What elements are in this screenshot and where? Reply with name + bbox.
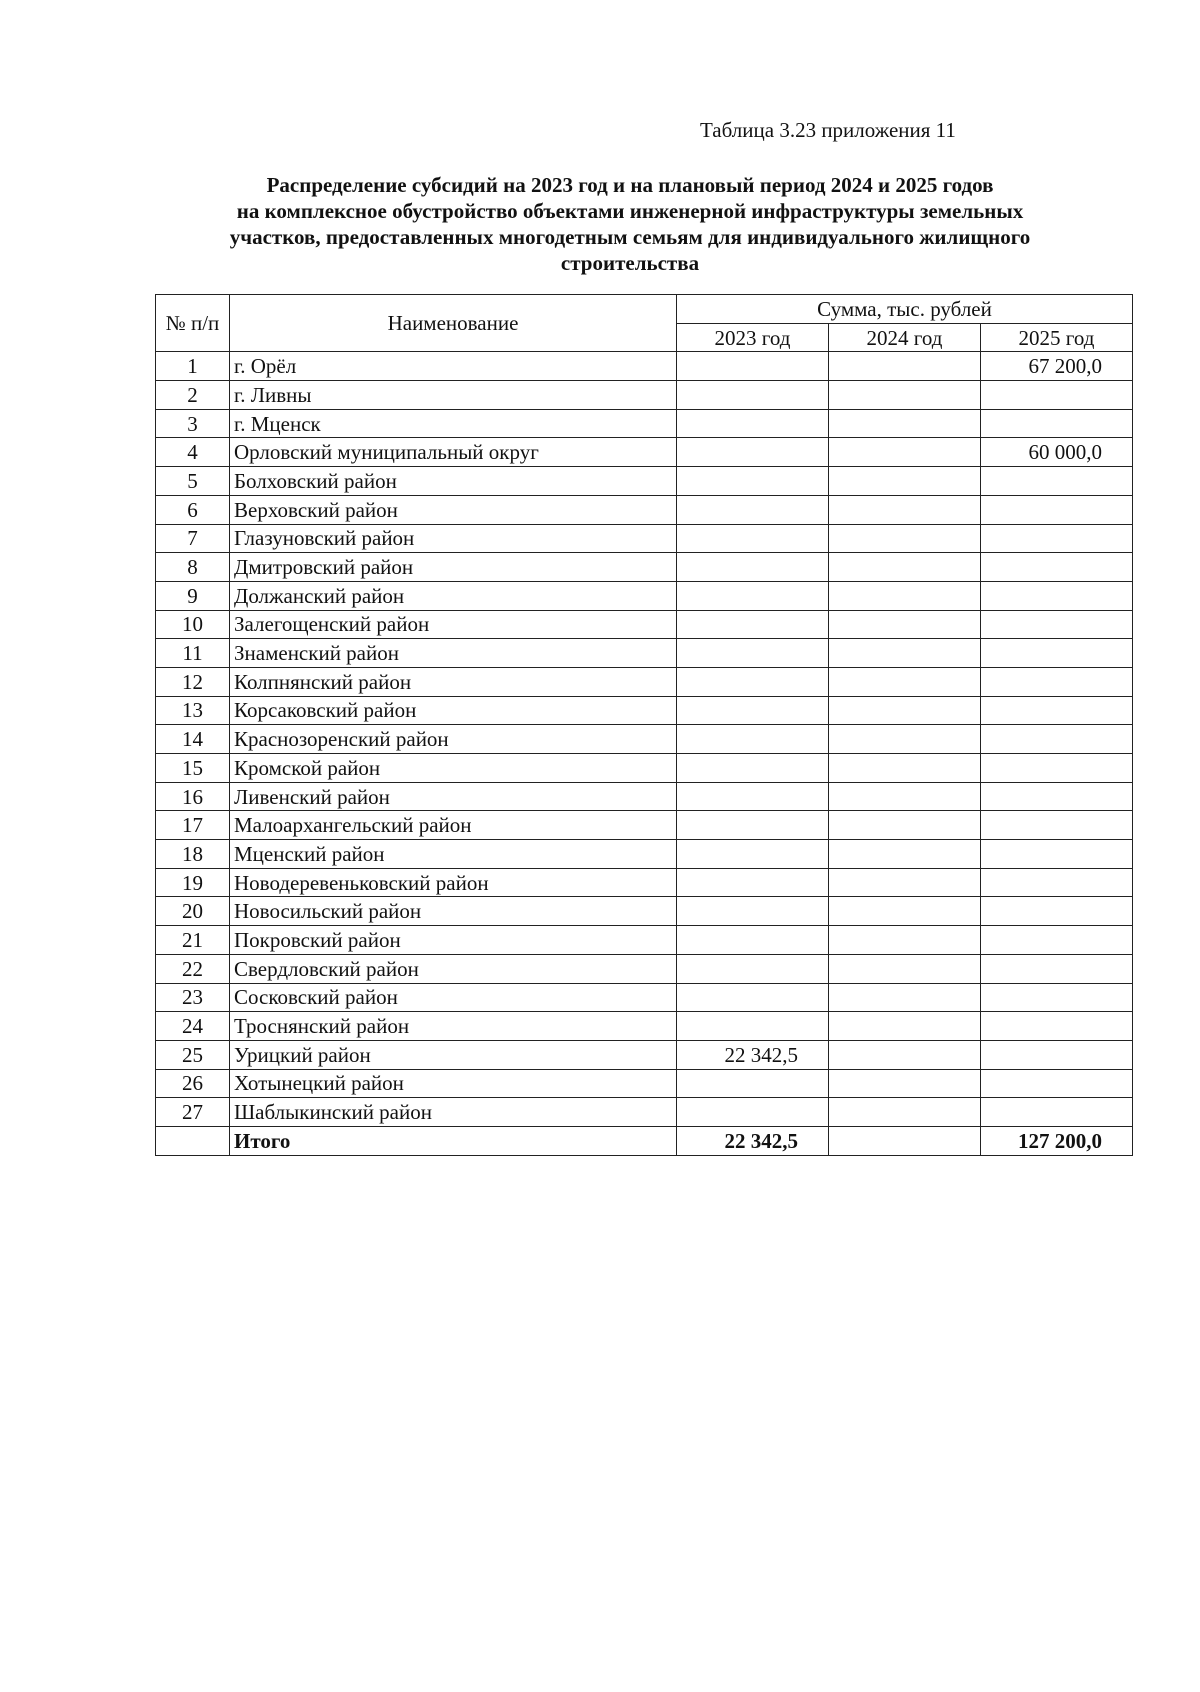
row-name: Урицкий район [230, 1040, 677, 1069]
value-2024 [829, 897, 981, 926]
value-2025 [981, 926, 1133, 955]
row-name: Орловский муниципальный округ [230, 438, 677, 467]
row-name: Малоархангельский район [230, 811, 677, 840]
value-2025 [981, 495, 1133, 524]
table-row [156, 1098, 1133, 1127]
table-row [156, 495, 1133, 524]
value-2023 [677, 581, 829, 610]
value-2024 [829, 495, 981, 524]
row-name: Верховский район [230, 495, 677, 524]
value-2025 [981, 954, 1133, 983]
row-number: 22 [156, 954, 230, 983]
value-2025 [981, 754, 1133, 783]
value-2024 [829, 696, 981, 725]
value-2023 [677, 983, 829, 1012]
value-2025 [981, 524, 1133, 553]
table-body [156, 352, 1133, 1155]
table-row [156, 409, 1133, 438]
total-2025: 127 200,0 [981, 1126, 1133, 1155]
value-2025 [981, 610, 1133, 639]
row-name: Кромской район [230, 754, 677, 783]
row-number: 2 [156, 381, 230, 410]
row-number: 13 [156, 696, 230, 725]
total-row [156, 1126, 1133, 1155]
subsidy-table [155, 294, 1133, 1156]
row-name: Залегощенский район [230, 610, 677, 639]
row-number: 9 [156, 581, 230, 610]
title-line: строительства [560, 251, 700, 275]
value-2025 [981, 840, 1133, 869]
table-row [156, 581, 1133, 610]
value-2023 [677, 926, 829, 955]
value-2023 [677, 1012, 829, 1041]
total-2023: 22 342,5 [677, 1126, 829, 1155]
value-2025 [981, 553, 1133, 582]
row-number: 5 [156, 467, 230, 496]
value-2025: 67 200,0 [981, 352, 1133, 381]
value-2024 [829, 610, 981, 639]
value-2024 [829, 1012, 981, 1041]
value-2023 [677, 1069, 829, 1098]
value-2024 [829, 352, 981, 381]
value-2025 [981, 696, 1133, 725]
header-year: 2023 год [677, 323, 829, 352]
table-row [156, 1069, 1133, 1098]
value-2023 [677, 524, 829, 553]
table-row [156, 983, 1133, 1012]
value-2023 [677, 639, 829, 668]
total-2024 [829, 1126, 981, 1155]
row-number: 21 [156, 926, 230, 955]
row-name: Хотынецкий район [230, 1069, 677, 1098]
row-number: 24 [156, 1012, 230, 1041]
row-number: 20 [156, 897, 230, 926]
row-number: 3 [156, 409, 230, 438]
row-number: 17 [156, 811, 230, 840]
row-name: г. Ливны [230, 381, 677, 410]
value-2023 [677, 696, 829, 725]
table-row [156, 438, 1133, 467]
header-year: 2025 год [981, 323, 1133, 352]
row-name: г. Орёл [230, 352, 677, 381]
row-number: 4 [156, 438, 230, 467]
value-2025 [981, 897, 1133, 926]
total-number [156, 1126, 230, 1155]
table-row [156, 954, 1133, 983]
value-2024 [829, 467, 981, 496]
value-2025 [981, 467, 1133, 496]
table-row [156, 1012, 1133, 1041]
value-2025 [981, 581, 1133, 610]
value-2025 [981, 1069, 1133, 1098]
row-number: 26 [156, 1069, 230, 1098]
row-name: Свердловский район [230, 954, 677, 983]
header-year: 2024 год [829, 323, 981, 352]
value-2024 [829, 840, 981, 869]
value-2023 [677, 754, 829, 783]
row-number: 8 [156, 553, 230, 582]
value-2024 [829, 983, 981, 1012]
value-2024 [829, 811, 981, 840]
value-2023: 22 342,5 [677, 1040, 829, 1069]
value-2024 [829, 954, 981, 983]
row-number: 14 [156, 725, 230, 754]
table-row [156, 467, 1133, 496]
value-2023 [677, 954, 829, 983]
row-name: Болховский район [230, 467, 677, 496]
row-name: Дмитровский район [230, 553, 677, 582]
value-2024 [829, 782, 981, 811]
value-2023 [677, 381, 829, 410]
value-2023 [677, 725, 829, 754]
value-2024 [829, 725, 981, 754]
row-name: Знаменский район [230, 639, 677, 668]
value-2025 [981, 381, 1133, 410]
row-number: 7 [156, 524, 230, 553]
value-2023 [677, 897, 829, 926]
value-2024 [829, 524, 981, 553]
table-row [156, 926, 1133, 955]
row-name: Новосильский район [230, 897, 677, 926]
value-2025 [981, 1098, 1133, 1127]
row-number: 18 [156, 840, 230, 869]
value-2025 [981, 782, 1133, 811]
value-2024 [829, 754, 981, 783]
value-2025 [981, 667, 1133, 696]
row-number: 16 [156, 782, 230, 811]
value-2025: 60 000,0 [981, 438, 1133, 467]
row-name: Сосковский район [230, 983, 677, 1012]
value-2024 [829, 667, 981, 696]
value-2024 [829, 1069, 981, 1098]
row-name: Глазуновский район [230, 524, 677, 553]
value-2024 [829, 409, 981, 438]
value-2024 [829, 1098, 981, 1127]
table-row [156, 667, 1133, 696]
value-2024 [829, 1040, 981, 1069]
value-2025 [981, 983, 1133, 1012]
value-2023 [677, 667, 829, 696]
value-2025 [981, 811, 1133, 840]
value-2025 [981, 1012, 1133, 1041]
value-2023 [677, 868, 829, 897]
value-2023 [677, 409, 829, 438]
table-row [156, 553, 1133, 582]
value-2025 [981, 409, 1133, 438]
table-row [156, 868, 1133, 897]
table-row [156, 754, 1133, 783]
table-row [156, 725, 1133, 754]
table-row [156, 897, 1133, 926]
row-name: Мценский район [230, 840, 677, 869]
value-2023 [677, 438, 829, 467]
row-name: Шаблыкинский район [230, 1098, 677, 1127]
value-2023 [677, 1098, 829, 1127]
title-line: участков, предоставленных многодетным семьям для индивидуального жилищного [229, 225, 1031, 249]
row-name: Ливенский район [230, 782, 677, 811]
value-2024 [829, 581, 981, 610]
value-2025 [981, 868, 1133, 897]
row-number: 19 [156, 868, 230, 897]
value-2024 [829, 926, 981, 955]
row-number: 1 [156, 352, 230, 381]
header-name: Наименование [230, 295, 677, 352]
row-name: Краснозоренский район [230, 725, 677, 754]
header-sum: Сумма, тыс. рублей [677, 295, 1133, 324]
row-number: 10 [156, 610, 230, 639]
table-row [156, 696, 1133, 725]
value-2025 [981, 1040, 1133, 1069]
total-label: Итого [230, 1126, 677, 1155]
value-2023 [677, 553, 829, 582]
header-num: № п/п [156, 295, 230, 352]
row-name: Новодеревеньковский район [230, 868, 677, 897]
title-line: на комплексное обустройство объектами инженерной инфраструктуры земельных [236, 199, 1024, 223]
row-name: Троснянский район [230, 1012, 677, 1041]
row-number: 11 [156, 639, 230, 668]
row-number: 6 [156, 495, 230, 524]
value-2024 [829, 639, 981, 668]
table-row [156, 524, 1133, 553]
row-name: Покровский район [230, 926, 677, 955]
row-number: 15 [156, 754, 230, 783]
row-name: Корсаковский район [230, 696, 677, 725]
value-2024 [829, 438, 981, 467]
table-row [156, 352, 1133, 381]
table-row [156, 811, 1133, 840]
table-row [156, 840, 1133, 869]
value-2023 [677, 840, 829, 869]
value-2023 [677, 352, 829, 381]
value-2023 [677, 610, 829, 639]
row-number: 12 [156, 667, 230, 696]
value-2025 [981, 639, 1133, 668]
row-name: г. Мценск [230, 409, 677, 438]
value-2024 [829, 381, 981, 410]
value-2024 [829, 553, 981, 582]
row-number: 25 [156, 1040, 230, 1069]
table-row [156, 1040, 1133, 1069]
row-name: Должанский район [230, 581, 677, 610]
document-title [160, 172, 1100, 276]
value-2023 [677, 495, 829, 524]
row-number: 27 [156, 1098, 230, 1127]
table-reference: Таблица 3.23 приложения 11 [700, 118, 956, 142]
table-row [156, 610, 1133, 639]
value-2025 [981, 725, 1133, 754]
title-line: Распределение субсидий на 2023 год и на плановый период 2024 и 2025 годов [266, 173, 994, 197]
value-2023 [677, 811, 829, 840]
table-row [156, 782, 1133, 811]
row-number: 23 [156, 983, 230, 1012]
table-row [156, 639, 1133, 668]
table-row [156, 381, 1133, 410]
value-2023 [677, 467, 829, 496]
row-name: Колпнянский район [230, 667, 677, 696]
value-2023 [677, 782, 829, 811]
value-2024 [829, 868, 981, 897]
